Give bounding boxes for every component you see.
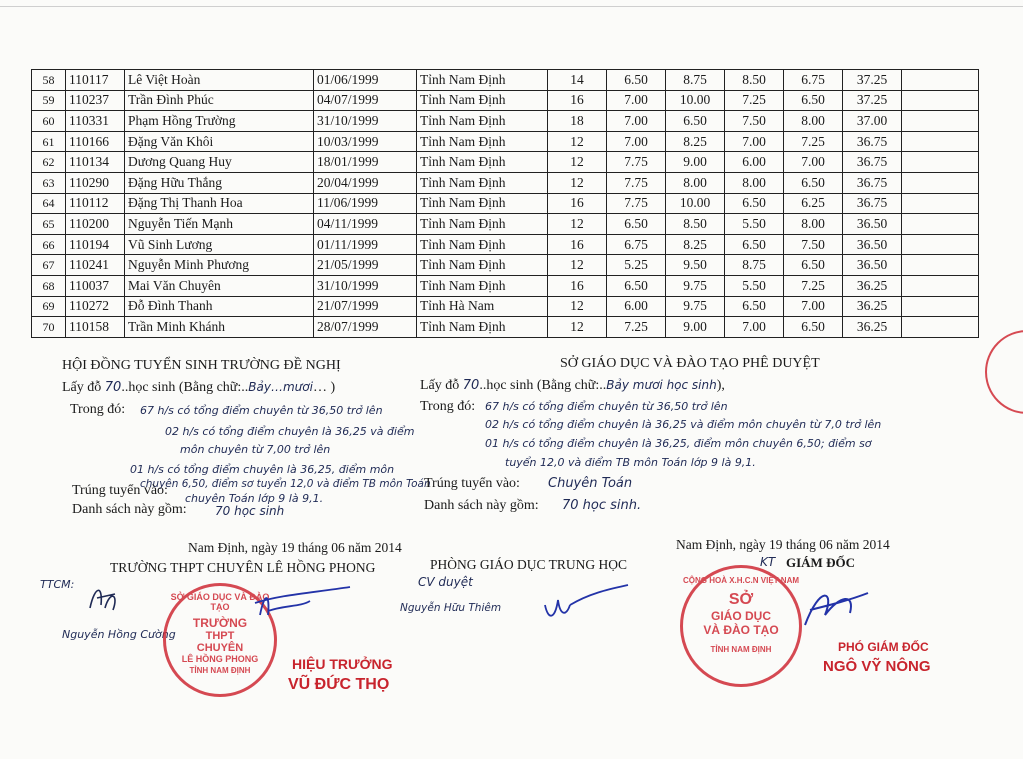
table-row (32, 172, 979, 193)
right-danh-sach-count: 70 học sinh. (562, 498, 642, 513)
score-col-4-cell: 7.25 (784, 131, 843, 152)
left-hw-line-6: chuyên Toán lớp 9 là 9,1. (185, 492, 324, 505)
date-of-birth-cell: 01/11/1999 (314, 234, 417, 255)
score-col-2-cell: 8.75 (666, 70, 725, 91)
score-col-3-cell: 6.00 (725, 152, 784, 173)
score-col-1-cell: 7.00 (607, 90, 666, 111)
student-name-cell: Đỗ Đình Thanh (125, 296, 314, 317)
student-name-cell: Đặng Văn Khôi (125, 131, 314, 152)
right-trong-do-label: Trong đó: (420, 399, 476, 414)
score-col-1-cell: 6.50 (607, 214, 666, 235)
score-col-4-cell: 7.25 (784, 275, 843, 296)
total-score-cell: 36.25 (843, 317, 902, 338)
table-row (32, 70, 979, 91)
department-stamp-line-3: VÀ ĐÀO TẠO (703, 623, 779, 637)
total-score-cell: 36.25 (843, 275, 902, 296)
student-name-cell: Vũ Sinh Lương (125, 234, 314, 255)
score-col-1-cell: 7.75 (607, 172, 666, 193)
blank-cell (902, 296, 979, 317)
birthplace-cell: Tỉnh Nam Định (417, 193, 548, 214)
student-name-cell: Phạm Hồng Trường (125, 111, 314, 132)
left-hw-line-1: 67 h/s có tổng điểm chuyên từ 36,50 trở lên (140, 404, 383, 417)
score-col-2-cell: 10.00 (666, 90, 725, 111)
blank-cell (902, 131, 979, 152)
score-col-1-cell: 7.00 (607, 131, 666, 152)
birthplace-cell: Tỉnh Nam Định (417, 111, 548, 132)
row-number-cell: 69 (32, 296, 66, 317)
score-col-3-cell: 8.00 (725, 172, 784, 193)
table-row (32, 317, 979, 338)
row-number-cell: 63 (32, 172, 66, 193)
table-row (32, 152, 979, 173)
row-number-cell: 67 (32, 255, 66, 276)
score-col-4-cell: 7.00 (784, 152, 843, 173)
table-row (32, 131, 979, 152)
row-number-cell: 68 (32, 275, 66, 296)
total-score-cell: 36.50 (843, 214, 902, 235)
row-number-cell: 66 (32, 234, 66, 255)
score-col-1-cell: 7.25 (607, 317, 666, 338)
candidate-id-cell: 110241 (66, 255, 125, 276)
blank-cell (902, 317, 979, 338)
student-name-cell: Đặng Thị Thanh Hoa (125, 193, 314, 214)
left-lay-do-words: Bảy…mươi (248, 380, 313, 394)
giam-doc-label: GIÁM ĐỐC (786, 555, 855, 570)
candidate-id-cell: 110158 (66, 317, 125, 338)
preliminary-score-cell: 16 (548, 90, 607, 111)
page-top-edge (0, 6, 1023, 7)
left-trong-do-label: Trong đó: (70, 402, 126, 417)
right-hw-line-3: 01 h/s có tổng điểm chuyên là 36,25, điểm môn chuyên 6,50; điểm sơ (485, 437, 872, 450)
row-number-cell: 59 (32, 90, 66, 111)
school-stamp-line-4: LÊ HỒNG PHONG (181, 654, 259, 664)
date-of-birth-cell: 31/10/1999 (314, 275, 417, 296)
score-col-4-cell: 6.50 (784, 317, 843, 338)
preliminary-score-cell: 18 (548, 111, 607, 132)
left-hw-line-2: 02 h/s có tổng điểm chuyên là 36,25 và điểm (165, 425, 415, 438)
score-col-4-cell: 6.75 (784, 70, 843, 91)
candidate-id-cell: 110194 (66, 234, 125, 255)
right-hw-line-1: 67 h/s có tổng điểm chuyên từ 36,50 trở lên (485, 400, 728, 413)
blank-cell (902, 111, 979, 132)
right-lay-do-prefix: Lấy đỗ (420, 378, 460, 393)
cv-label: CV duyệt (418, 575, 473, 589)
score-col-2-cell: 9.75 (666, 275, 725, 296)
score-col-3-cell: 7.00 (725, 131, 784, 152)
date-of-birth-cell: 31/10/1999 (314, 111, 417, 132)
preliminary-score-cell: 12 (548, 214, 607, 235)
school-stamp-line-3: CHUYÊN (196, 642, 244, 654)
score-col-4-cell: 6.50 (784, 255, 843, 276)
student-name-cell: Dương Quang Huy (125, 152, 314, 173)
principal-title: HIỆU TRƯỞNG (292, 656, 393, 672)
student-name-cell: Trần Minh Khánh (125, 317, 314, 338)
preliminary-score-cell: 14 (548, 70, 607, 91)
score-col-2-cell: 9.50 (666, 255, 725, 276)
score-col-3-cell: 7.00 (725, 317, 784, 338)
right-lay-do-line (420, 378, 725, 394)
total-score-cell: 36.50 (843, 255, 902, 276)
total-score-cell: 36.25 (843, 296, 902, 317)
date-of-birth-cell: 20/04/1999 (314, 172, 417, 193)
tcm-name: Nguyễn Hồng Cường (62, 628, 176, 641)
school-stamp-bottom: TỈNH NAM ĐỊNH (189, 666, 251, 675)
blank-cell (902, 275, 979, 296)
preliminary-score-cell: 12 (548, 317, 607, 338)
score-col-3-cell: 6.50 (725, 296, 784, 317)
department-name: PHÒNG GIÁO DỤC TRUNG HỌC (430, 557, 628, 572)
row-number-cell: 58 (32, 70, 66, 91)
total-score-cell: 37.25 (843, 70, 902, 91)
date-of-birth-cell: 18/01/1999 (314, 152, 417, 173)
right-danh-sach-label: Danh sách này gồm: (424, 498, 539, 513)
edge-stamp-fragment (985, 330, 1023, 414)
tcm-signature (85, 580, 125, 620)
score-col-2-cell: 9.75 (666, 296, 725, 317)
left-block-title: HỘI ĐỒNG TUYỂN SINH TRƯỜNG ĐỀ NGHỊ (62, 358, 341, 373)
table-row (32, 296, 979, 317)
date-of-birth-cell: 04/11/1999 (314, 214, 417, 235)
right-trung-tuyen-value: Chuyên Toán (548, 476, 633, 491)
school-stamp-ring-text: SỞ GIÁO DỤC VÀ ĐÀO TẠO (170, 592, 270, 612)
preliminary-score-cell: 16 (548, 275, 607, 296)
row-number-cell: 70 (32, 317, 66, 338)
score-col-4-cell: 6.25 (784, 193, 843, 214)
right-trung-tuyen-label: Trúng tuyển vào: (424, 476, 520, 491)
left-lay-do-end: … ) (312, 380, 336, 395)
score-col-4-cell: 7.50 (784, 234, 843, 255)
candidate-id-cell: 110112 (66, 193, 125, 214)
date-of-birth-cell: 11/06/1999 (314, 193, 417, 214)
candidate-id-cell: 110200 (66, 214, 125, 235)
right-date-line: Nam Định, ngày 19 tháng 06 năm 2014 (676, 537, 890, 552)
total-score-cell: 37.25 (843, 90, 902, 111)
total-score-cell: 36.75 (843, 172, 902, 193)
tcm-label: TTCM: (40, 578, 75, 591)
left-hw-line-4: 01 h/s có tổng điểm chuyên là 36,25, điểm môn (130, 463, 395, 476)
score-col-3-cell: 6.50 (725, 193, 784, 214)
score-col-3-cell: 6.50 (725, 234, 784, 255)
date-of-birth-cell: 28/07/1999 (314, 317, 417, 338)
date-of-birth-cell: 10/03/1999 (314, 131, 417, 152)
blank-cell (902, 70, 979, 91)
date-of-birth-cell: 01/06/1999 (314, 70, 417, 91)
left-danh-sach-label: Danh sách này gồm: (72, 502, 187, 517)
department-stamp-bottom: TỈNH NAM ĐỊNH (710, 645, 772, 654)
birthplace-cell: Tỉnh Hà Nam (417, 296, 548, 317)
total-score-cell: 36.75 (843, 193, 902, 214)
score-col-2-cell: 10.00 (666, 193, 725, 214)
row-number-cell: 65 (32, 214, 66, 235)
score-col-3-cell: 5.50 (725, 275, 784, 296)
candidate-id-cell: 110331 (66, 111, 125, 132)
student-name-cell: Nguyễn Minh Phương (125, 255, 314, 276)
score-col-1-cell: 6.75 (607, 234, 666, 255)
candidate-id-cell: 110134 (66, 152, 125, 173)
candidate-id-cell: 110166 (66, 131, 125, 152)
cv-name: Nguyễn Hữu Thiêm (400, 602, 502, 614)
left-lay-do-line (62, 380, 335, 396)
table-row (32, 193, 979, 214)
birthplace-cell: Tỉnh Nam Định (417, 255, 548, 276)
school-name: TRƯỜNG THPT CHUYÊN LÊ HỒNG PHONG (110, 560, 376, 575)
deputy-director-title: PHÓ GIÁM ĐỐC (838, 640, 929, 654)
score-col-1-cell: 7.00 (607, 111, 666, 132)
total-score-cell: 36.75 (843, 152, 902, 173)
results-table-body (32, 70, 979, 338)
right-hw-line-4: tuyển 12,0 và điểm TB môn Toán lớp 9 là 9,1. (505, 456, 756, 469)
score-col-4-cell: 6.50 (784, 172, 843, 193)
school-stamp-line-1: TRƯỜNG (192, 616, 248, 630)
left-lay-do-prefix: Lấy đỗ (62, 380, 102, 395)
deputy-director-signature (800, 585, 870, 635)
row-number-cell: 62 (32, 152, 66, 173)
left-lay-do-mid: ..học sinh (Bằng chữ:.. (121, 380, 249, 395)
score-col-2-cell: 8.25 (666, 131, 725, 152)
birthplace-cell: Tỉnh Nam Định (417, 70, 548, 91)
birthplace-cell: Tỉnh Nam Định (417, 172, 548, 193)
score-col-3-cell: 7.50 (725, 111, 784, 132)
blank-cell (902, 152, 979, 173)
results-table (31, 69, 979, 338)
table-row (32, 111, 979, 132)
left-lay-do-number: 70 (104, 380, 122, 395)
total-score-cell: 37.00 (843, 111, 902, 132)
birthplace-cell: Tỉnh Nam Định (417, 152, 548, 173)
right-lay-do-end: ), (716, 378, 725, 393)
score-col-1-cell: 7.75 (607, 193, 666, 214)
score-col-2-cell: 8.00 (666, 172, 725, 193)
left-trung-tuyen-label: Trúng tuyển vào: (72, 483, 168, 498)
score-col-1-cell: 6.50 (607, 275, 666, 296)
row-number-cell: 60 (32, 111, 66, 132)
score-col-4-cell: 6.50 (784, 90, 843, 111)
score-col-2-cell: 8.25 (666, 234, 725, 255)
birthplace-cell: Tỉnh Nam Định (417, 90, 548, 111)
date-of-birth-cell: 21/05/1999 (314, 255, 417, 276)
preliminary-score-cell: 12 (548, 172, 607, 193)
row-number-cell: 64 (32, 193, 66, 214)
table-row (32, 234, 979, 255)
score-col-3-cell: 8.50 (725, 70, 784, 91)
candidate-id-cell: 110290 (66, 172, 125, 193)
table-row (32, 90, 979, 111)
candidate-id-cell: 110037 (66, 275, 125, 296)
right-lay-do-words: Bảy mươi học sinh (606, 378, 717, 392)
score-col-2-cell: 8.50 (666, 214, 725, 235)
preliminary-score-cell: 16 (548, 234, 607, 255)
department-signature (540, 585, 630, 625)
blank-cell (902, 255, 979, 276)
score-col-3-cell: 5.50 (725, 214, 784, 235)
right-lay-do-number: 70 (462, 378, 480, 393)
score-col-1-cell: 5.25 (607, 255, 666, 276)
birthplace-cell: Tỉnh Nam Định (417, 214, 548, 235)
department-stamp (680, 565, 802, 687)
right-hw-line-2: 02 h/s có tổng điểm chuyên là 36,25 và điểm môn chuyên từ 7,0 trở lên (485, 418, 882, 431)
date-of-birth-cell: 21/07/1999 (314, 296, 417, 317)
department-stamp-line-2: GIÁO DỤC (711, 609, 771, 623)
left-hw-line-3: môn chuyên từ 7,00 trở lên (180, 443, 331, 456)
blank-cell (902, 90, 979, 111)
row-number-cell: 61 (32, 131, 66, 152)
student-name-cell: Lê Việt Hoàn (125, 70, 314, 91)
preliminary-score-cell: 12 (548, 131, 607, 152)
department-stamp-ring-text: CỘNG HOÀ X.H.C.N VIỆT NAM (683, 576, 800, 585)
principal-signature (240, 585, 360, 625)
table-row (32, 255, 979, 276)
score-col-3-cell: 8.75 (725, 255, 784, 276)
right-lay-do-mid: ..học sinh (Bằng chữ:.. (479, 378, 607, 393)
score-col-2-cell: 6.50 (666, 111, 725, 132)
candidate-id-cell: 110117 (66, 70, 125, 91)
birthplace-cell: Tỉnh Nam Định (417, 131, 548, 152)
student-name-cell: Nguyễn Tiến Mạnh (125, 214, 314, 235)
birthplace-cell: Tỉnh Nam Định (417, 275, 548, 296)
score-col-1-cell: 6.00 (607, 296, 666, 317)
blank-cell (902, 172, 979, 193)
student-name-cell: Trần Đình Phúc (125, 90, 314, 111)
preliminary-score-cell: 12 (548, 255, 607, 276)
date-of-birth-cell: 04/07/1999 (314, 90, 417, 111)
kt-mark: KT (760, 555, 776, 569)
score-col-2-cell: 9.00 (666, 152, 725, 173)
principal-name: VŨ ĐỨC THỌ (288, 676, 390, 693)
table-row (32, 214, 979, 235)
school-stamp-line-2: THPT (205, 630, 235, 642)
left-date-line: Nam Định, ngày 19 tháng 06 năm 2014 (188, 540, 402, 555)
total-score-cell: 36.75 (843, 131, 902, 152)
department-stamp-line-1: SỞ (728, 591, 754, 608)
student-name-cell: Mai Văn Chuyên (125, 275, 314, 296)
table-row (32, 275, 979, 296)
student-name-cell: Đặng Hữu Thắng (125, 172, 314, 193)
blank-cell (902, 234, 979, 255)
score-col-1-cell: 7.75 (607, 152, 666, 173)
left-hw-line-5: chuyên 6,50, điểm sơ tuyển 12,0 và điểm TB môn Toán (140, 478, 431, 490)
candidate-id-cell: 110272 (66, 296, 125, 317)
right-block-title: SỞ GIÁO DỤC VÀ ĐÀO TẠO PHÊ DUYỆT (560, 356, 820, 371)
preliminary-score-cell: 12 (548, 296, 607, 317)
blank-cell (902, 214, 979, 235)
score-col-4-cell: 8.00 (784, 111, 843, 132)
deputy-director-name: NGÔ VỸ NÔNG (823, 658, 931, 675)
total-score-cell: 36.50 (843, 234, 902, 255)
birthplace-cell: Tỉnh Nam Định (417, 317, 548, 338)
left-danh-sach-count: 70 học sinh (215, 504, 285, 518)
score-col-4-cell: 7.00 (784, 296, 843, 317)
preliminary-score-cell: 12 (548, 152, 607, 173)
preliminary-score-cell: 16 (548, 193, 607, 214)
score-col-1-cell: 6.50 (607, 70, 666, 91)
birthplace-cell: Tỉnh Nam Định (417, 234, 548, 255)
score-col-2-cell: 9.00 (666, 317, 725, 338)
score-col-3-cell: 7.25 (725, 90, 784, 111)
blank-cell (902, 193, 979, 214)
candidate-id-cell: 110237 (66, 90, 125, 111)
score-col-4-cell: 8.00 (784, 214, 843, 235)
